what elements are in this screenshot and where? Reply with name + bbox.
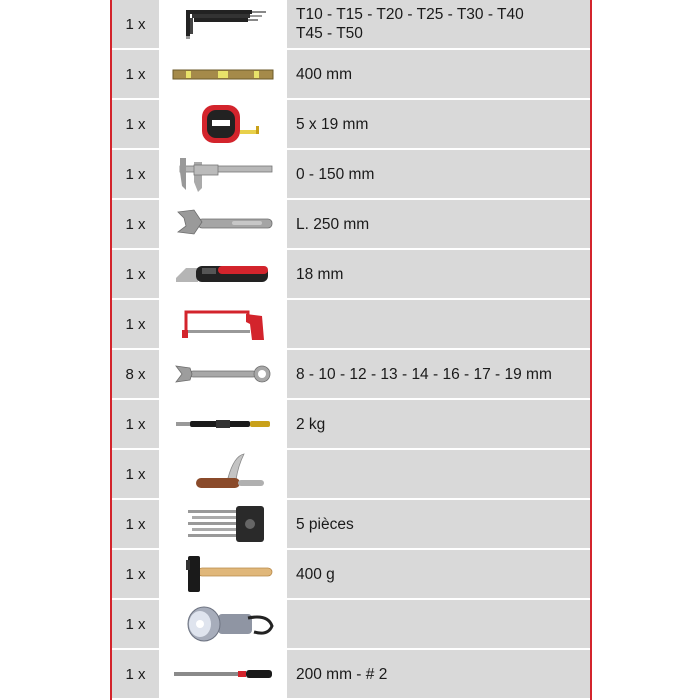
quantity-cell: 1 x: [112, 400, 159, 450]
quantity-cell: 1 x: [112, 500, 159, 550]
spec-cell: [287, 300, 590, 350]
quantity-cell: 1 x: [112, 250, 159, 300]
spec-cell: 400 g: [287, 550, 590, 600]
spec-cell: [287, 600, 590, 650]
quantity-cell: 1 x: [112, 450, 159, 500]
magnetic-pickup-icon: [168, 402, 278, 446]
spec-cell: 400 mm: [287, 50, 590, 100]
tool-image-cell: [159, 650, 287, 700]
table-row: [112, 550, 590, 598]
spec-cell: 5 x 19 mm: [287, 100, 590, 150]
spec-cell: 5 pièces: [287, 500, 590, 550]
quantity-cell: 1 x: [112, 600, 159, 650]
combination-wrench-icon: [168, 352, 278, 396]
tool-image-cell: [159, 250, 287, 300]
tool-image-cell: [159, 450, 287, 500]
table-row: [112, 150, 590, 198]
quantity-cell: 1 x: [112, 100, 159, 150]
adjustable-wrench-icon: [168, 202, 278, 246]
tool-image-cell: [159, 100, 287, 150]
pruning-knife-icon: [168, 452, 278, 496]
tool-image-cell: [159, 300, 287, 350]
spec-cell: 18 mm: [287, 250, 590, 300]
spec-cell: [287, 450, 590, 500]
table-row: [112, 450, 590, 498]
spec-cell: L. 250 mm: [287, 200, 590, 250]
table-row: [112, 400, 590, 448]
spec-cell: 0 - 150 mm: [287, 150, 590, 200]
tool-image-cell: [159, 50, 287, 100]
table-row: [112, 350, 590, 398]
quantity-cell: 1 x: [112, 200, 159, 250]
table-row: [112, 250, 590, 298]
table-row: [112, 100, 590, 148]
table-row: [112, 300, 590, 348]
tool-list-table: [110, 0, 592, 700]
torx-key-set-icon: [168, 2, 278, 46]
caliper-icon: [168, 152, 278, 196]
spec-cell: T10 - T15 - T20 - T25 - T30 - T40 T45 - T50: [287, 0, 590, 50]
flashlight-icon: [168, 602, 278, 646]
quantity-cell: 1 x: [112, 550, 159, 600]
quantity-cell: 1 x: [112, 300, 159, 350]
quantity-cell: 1 x: [112, 50, 159, 100]
quantity-cell: 8 x: [112, 350, 159, 400]
table-row: [112, 650, 590, 698]
tape-measure-icon: [168, 102, 278, 146]
tool-image-cell: [159, 0, 287, 50]
tool-image-cell: [159, 500, 287, 550]
table-row: [112, 600, 590, 648]
tool-image-cell: [159, 150, 287, 200]
spec-cell: 200 mm - # 2: [287, 650, 590, 700]
spec-cell: 2 kg: [287, 400, 590, 450]
table-row: [112, 50, 590, 98]
utility-knife-icon: [168, 252, 278, 296]
tool-image-cell: [159, 200, 287, 250]
tool-image-cell: [159, 600, 287, 650]
quantity-cell: 1 x: [112, 0, 159, 50]
tool-image-cell: [159, 550, 287, 600]
chisel-set-icon: [168, 502, 278, 546]
hacksaw-icon: [168, 302, 278, 346]
quantity-cell: 1 x: [112, 150, 159, 200]
tool-image-cell: [159, 400, 287, 450]
hammer-icon: [168, 552, 278, 596]
table-row: [112, 0, 590, 48]
spec-cell: 8 - 10 - 12 - 13 - 14 - 16 - 17 - 19 mm: [287, 350, 590, 400]
file-icon: [168, 652, 278, 696]
table-row: [112, 200, 590, 248]
spirit-level-icon: [168, 52, 278, 96]
table-row: [112, 500, 590, 548]
quantity-cell: 1 x: [112, 650, 159, 700]
tool-image-cell: [159, 350, 287, 400]
